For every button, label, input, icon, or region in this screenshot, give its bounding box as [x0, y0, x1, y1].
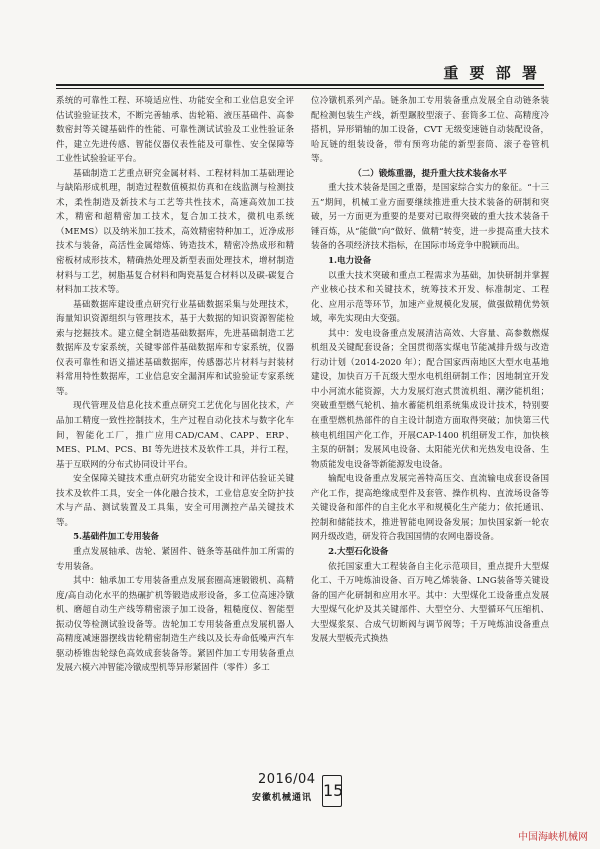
paragraph: 重点发展轴承、齿轮、紧固件、链条等基础件加工所需的专用装备。 [56, 546, 294, 572]
header-rule-thin [56, 88, 544, 89]
left-column [56, 94, 294, 760]
issue-date: 2016/04 [258, 772, 316, 787]
paragraph: 基础制造工艺重点研究金属材料、工程材料加工基础理论与缺陷形成机理，制造过程数值模拟仿真和在线监测与检测技术，柔性制造及新技术与工艺等共性技术，高速高效加工技术，精密和超精密加工技术，复合加工技术，微机电系统（MEMS）以及纳米加工技术，高效精密特种加工，近净成形技术与装备，高活性金属熔炼、铸造技术，精密冷热成形和精密板材成形技术，精确热处理及新型表面处理技术，增材制造材料与工艺，树脂基复合材料和陶瓷基复合材料以及碳-碳复合材料加工技术等。 [56, 168, 294, 296]
paragraph: 其中：轴承加工专用装备重点发展套圈高速锻锻机、高精度/高自动化水平的热碾扩机等锻造成形设备，多工位高速冷镦机、磨超自动生产线等精密滚子加工设备，粗糙度仪、智能型振动仪等检测试验设备等。齿轮加工专用装备重点发展机器人高精度减速器摆线齿轮精密制造生产线以及长寿命低噪声汽车驱动桥锥齿轮绿色高效成套装备等。紧固件加工专用装备重点发展六模六冲智能冷镦成型机等异形紧固件（零件）多工 [56, 576, 294, 674]
section-heading: （二）锻炼重器，提升重大技术装备水平 [353, 168, 507, 179]
body-columns [56, 94, 549, 760]
subheading: 5.基础件加工专用装备 [73, 532, 159, 543]
paragraph: 安全保障关键技术重点研究功能安全设计和评估验证关键技术及软件工具，安全一体化融合技术，工业信息安全防护技术与产品、测试装置及工具集，安全可用测控产品关键技术等。 [56, 474, 294, 528]
paragraph: 系统的可靠性工程、环境适应性、功能安全和工业信息安全评估试验验证技术，不断完善轴承、齿轮箱、液压基础件、高参数密封等关键基础件的性能、可靠性测试试验及工业性验证条件，建立先进传感、智能仪器仪表性能及可靠性、安全保障等工业性试验验证平台。 [56, 96, 294, 165]
right-column [311, 94, 549, 760]
subheading: 2.大型石化设备 [328, 546, 389, 557]
paragraph: 依托国家重大工程装备自主化示范项目，重点提升大型煤化工、千万吨炼油设备、百万吨乙烯装备、LNG装备等关键设备的国产化研制和应用水平。其中：大型煤化工设备重点发展大型煤气化炉及其关键部件、大型空分、大型循环气压缩机、大型煤浆泵、合成气切断阀与调节阀等；千万吨炼油设备重点发展大型板壳式换热 [311, 561, 549, 645]
header-rule [56, 84, 544, 86]
paragraph: 现代管理及信息化技术重点研究工艺优化与固化技术，产品加工精度一致性控制技术，生产过程自动化技术与数字化车间，智能化工厂，推广应用CAD/CAM、CAPP、ERP、MES、PLM、PCS、BI 等先进技术及软件工具，并行工程，基于互联网的分布式协同设计平台。 [56, 401, 294, 470]
watermark: 中国海峡机械网 [518, 832, 588, 843]
paragraph: 位冷镦机系列产品。链条加工专用装备重点发展全自动链条装配检测包装生产线，新型蹍胶型滚子、套筒多工位、高精度冷搭机，异形销轴的加工设备，CVT 无级变速链自动装配设备，哈瓦链的组装设备，带有预弯功能的新型套筒、滚子卷管机等。 [311, 96, 549, 165]
paragraph: 输配电设备重点发展完善特高压交、直流输电成套设备国产化工作，提高绝缘成型件及套管、操作机构、直流场设备等关键设备和部件的自主化水平和规模化生产能力；依托通讯、控制和储能技术，推进智能电网设备发展；加快国家新一轮农网升级改造，研发符合我国国情的农网电器设备。 [311, 474, 549, 543]
paragraph: 以重大技术突破和重点工程需求为基础，加快研制并掌握产业核心技术和关键技术，统筹技术开发、标准制定、工程化、应用示范等环节，加速产业规模化发展，做强做精优势领域，率先实现由大变强。 [311, 270, 549, 325]
paragraph: 重大技术装备是国之重器，是国家综合实力的象征。“十三五”期间，机械工业方面要继续推进重大技术装备的研制和突破，另一方面更为重要的是要对已取得突破的重大技术装备千锤百炼，从“能做”向“做好、做精”转变，进一步提高重大技术装备的各项经济技术指标，在国际市场竞争中脱颖而出。 [311, 183, 549, 252]
paragraph: 其中：发电设备重点发展清洁高效、大容量、高参数燃煤机组及关键配套设备；全国贯彻落实煤电节能减排升级与改造行动计划（2014-2020 年）；配合国家西南地区大型水电基地建设，加快百万千瓦级大型水电机组研制工作；因地制宜开发中小河流水能资源，大力发展灯泡式贯流机组、潮汐能机组；突破重型燃气轮机、抽水蓄能机组系统集成设计技术，特别要在重型燃机热部件的自主设计制造方面取得突破；加快第三代核电机组国产化工作，开展CAP-1400 机组研发工作，加快核主泵的研制；发展风电设备、太阳能光伏和光热发电设备、生物质能发电设备等新能源发电设备。 [311, 328, 549, 470]
subheading: 1.电力设备 [328, 256, 372, 267]
section-title: 重 要 部 署 [443, 64, 540, 82]
page-number: 15 [322, 775, 342, 807]
journal-name: 安徽机械通讯 [252, 793, 313, 803]
paragraph: 基础数据库建设重点研究行业基础数据采集与处理技术，海量知识资源组织与管理技术，基于大数据的知识资源智能检索与挖掘技术。建立健全制造基础数据库，先进基础制造工艺数据库及专家系统，关键零部件基础数据库和专家系统，仪器仪表可靠性和语义描述基础数据库，传感器芯片材料与封装材料常用特性数据库，工业信息安全漏洞库和试验验证专家系统等。 [56, 299, 294, 397]
